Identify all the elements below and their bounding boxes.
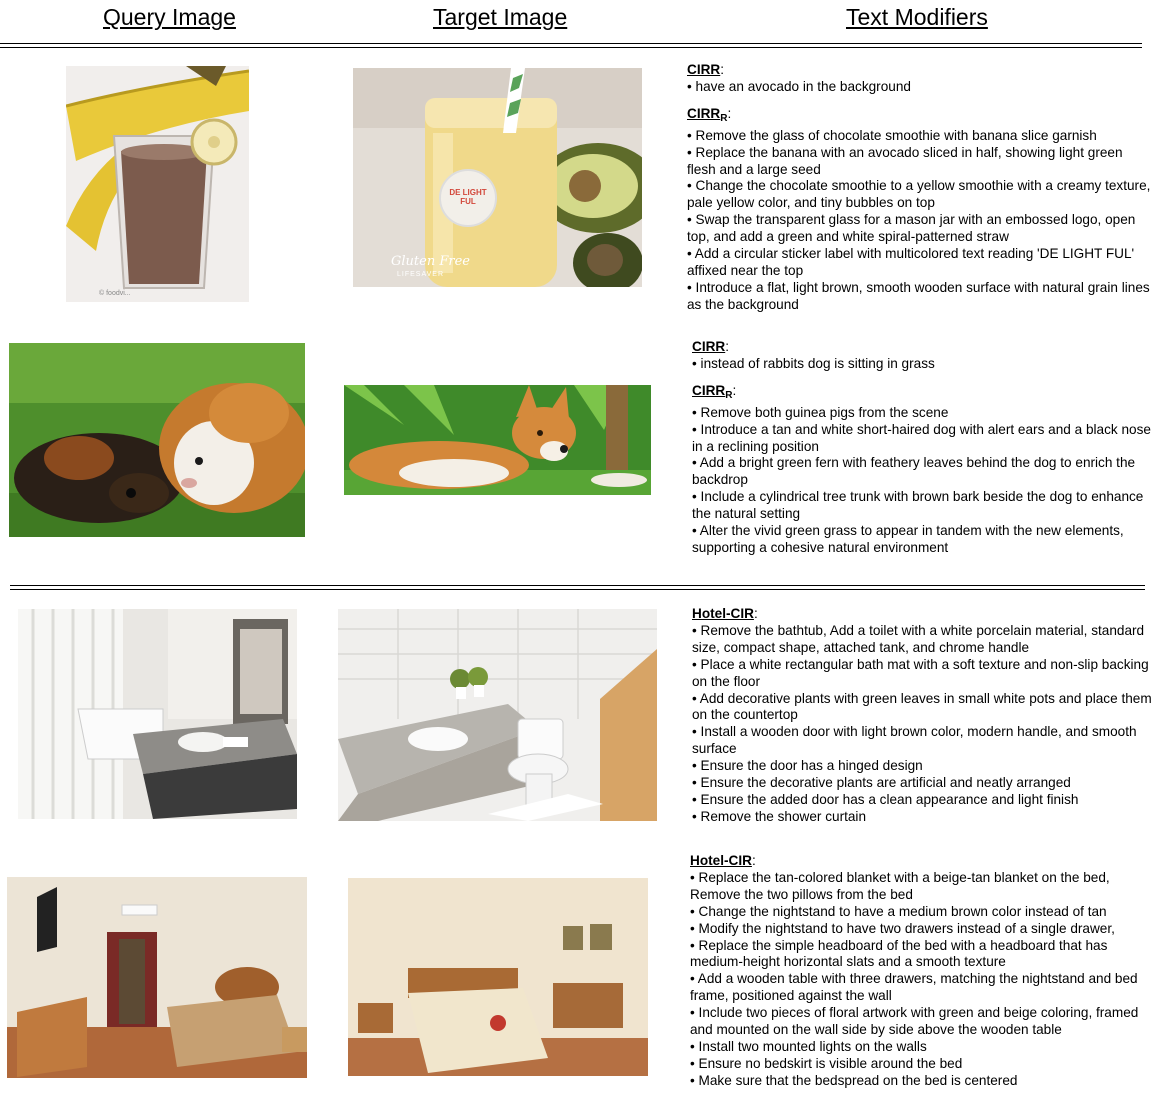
modifier-item: • Install two mounted lights on the walls <box>690 1038 927 1054</box>
query-image-header: Query Image <box>103 4 236 30</box>
query-image-bedroom <box>7 877 307 1078</box>
modifier-item: • Remove both guinea pigs from the scene <box>692 404 949 420</box>
modifier-item: • Change the nightstand to have a medium brown color instead of tan <box>690 903 1107 919</box>
modifier-item: • Swap the transparent glass for a mason jar with an embossed logo, open top, and add a green and white spiral-patterned straw <box>687 212 1136 245</box>
modifier-item: • Ensure the added door has a clean appearance and light finish <box>692 791 1079 807</box>
target-watermark: Gluten Free <box>391 254 470 269</box>
query-image-smoothie <box>66 66 249 302</box>
modifier-item: • Install a wooden door with light brown color, modern handle, and smooth surface <box>692 724 1137 757</box>
modifier-item: • Remove the glass of chocolate smoothie with banana slice garnish <box>687 127 1097 143</box>
modifier-item: • Add a circular sticker label with multicolored text reading 'DE LIGHT FUL' affixed near the top <box>687 246 1135 278</box>
target-image-yellow-smoothie <box>353 68 642 287</box>
modifier-item: • Introduce a flat, light brown, smooth wooden surface with natural grain lines as the background <box>687 279 1150 312</box>
modifier-item: • Make sure that the bedspread on the bed is centered <box>690 1072 1018 1088</box>
modifier-heading: $CIRR_R$ <box>692 382 733 401</box>
modifier-item: • Replace the simple headboard of the bed with a headboard that has medium-height horizontal slats and a smooth texture <box>690 937 1108 970</box>
modifier-item: • Ensure the door has a hinged design <box>692 758 923 774</box>
modifier-heading: CIRR <box>687 62 721 77</box>
target-image-header: Target Image <box>433 4 568 30</box>
modifier-heading: CIRR <box>692 339 726 354</box>
modifier-item: • Introduce a tan and white short-haired dog with alert ears and a black nose in a reclining position <box>692 421 1151 454</box>
text-modifiers-header: Text Modifiers <box>846 4 988 30</box>
section-divider-top <box>10 585 1145 586</box>
modifier-item: • Modify the nightstand to have two drawers instead of a single drawer, <box>690 920 1115 936</box>
query-image-guinea-pigs <box>9 343 305 537</box>
modifier-item: • Replace the tan-colored blanket with a beige-tan blanket on the bed, Remove the two pillows from the bed <box>690 869 1110 902</box>
modifier-item: • Replace the banana with an avocado sliced in half, showing light green flesh and a large seed <box>687 144 1123 177</box>
header-divider-top <box>0 43 1142 44</box>
modifier-item: • Place a white rectangular bath mat with a soft texture and non-slip backing on the floor <box>692 656 1149 689</box>
modifier-item: • have an avocado in the background <box>687 78 911 94</box>
target-image-bedroom <box>348 878 648 1076</box>
modifier-item: • Change the chocolate smoothie to a yellow smoothie with a creamy texture, pale yellow color, and tiny bubbles on top <box>687 178 1151 211</box>
modifier-item: • Add decorative plants with green leaves in small white pots and place them on the countertop <box>692 690 1152 723</box>
query-watermark: © foodvi... <box>99 290 131 297</box>
modifier-heading: $CIRR_R$ <box>687 105 728 124</box>
modifier-item: • Alter the vivid green grass to appear in tandem with the new elements, supporting a cohesive natural environment <box>692 523 1124 555</box>
modifier-item: • Remove the bathtub, Add a toilet with a white porcelain material, standard size, compact shape, attached tank, and chrome handle <box>692 622 1145 655</box>
modifier-item: • Add a bright green fern with feathery leaves behind the dog to enrich the backdrop <box>692 455 1136 488</box>
target-image-dog <box>344 385 651 495</box>
modifier-item: • Add a wooden table with three drawers, matching the nightstand and bed frame, positioned against the wall <box>690 971 1138 1004</box>
modifier-item: • Include two pieces of floral artwork with green and beige coloring, framed and mounted on the wall side by side above the wooden table <box>690 1005 1139 1038</box>
modifier-text-smoothie: CIRR: • have an avocado in the background $CIRR_R$: • Remove the glass of chocolate smoothie with banana slice garnish • Replace the banana with an avocado sliced in half, showing light green flesh and a large seed • Change the chocolate smoothie to a yellow smoothie with a creamy texture, pale yellow color, and tiny bubbles on top • Swap the transparent glass for a mason jar with an embossed logo, open top, and add a green and white spiral-patterned straw • Add a circular sticker label with multicolored text reading 'DE LIGHT FUL' affixed near the top • Introduce a flat, light brown, smooth wooden surface with natural grain lines as the background <box>687 62 1151 312</box>
modifier-heading: Hotel-CIR <box>692 606 754 621</box>
modifier-text-bathroom: Hotel-CIR: • Remove the bathtub, Add a toilet with a white porcelain material, standard size, compact shape, attached tank, and chrome handle • Place a white rectangular bath mat with a soft texture and non-slip backing on the floor • Add decorative plants with green leaves in small white pots and place them on the countertop • Install a wooden door with light brown color, modern handle, and smooth surface • Ensure the door has a hinged design • Ensure the decorative plants are artificial and neatly arranged • Ensure the added door has a clean appearance and light finish • Remove the shower curtain <box>692 606 1152 824</box>
sticker-label: DE LIGHT FUL <box>449 188 487 206</box>
modifier-text-bedroom: Hotel-CIR: • Replace the tan-colored blanket with a beige-tan blanket on the bed, Remove the two pillows from the bed • Change the nightstand to have a medium brown color instead of tan • Modify the nightstand to have two drawers instead of a single drawer, • Replace the simple headboard of the bed with a headboard that has medium-height horizontal slats and a smooth texture • Add a wooden table with three drawers, matching the nightstand and bed frame, positioned against the wall • Include two pieces of floral artwork with green and beige coloring, framed and mounted on the wall side by side above the wooden table • Install two mounted lights on the walls • Ensure no bedskirt is visible around the bed • Make sure that the bedspread on the bed is centered <box>690 853 1155 1090</box>
modifier-heading: Hotel-CIR <box>690 853 752 868</box>
section-divider-bottom <box>10 589 1145 590</box>
modifier-text-dog: CIRR: • instead of rabbits dog is sitting in grass $CIRR_R$: • Remove both guinea pigs from the scene • Introduce a tan and white short-haired dog with alert ears and a black nose in a reclining position • Add a bright green fern with feathery leaves behind the dog to enrich the backdrop • Include a cylindrical tree trunk with brown bark beside the dog to enhance the natural setting • Alter the vivid green grass to appear in tandem with the new elements, supporting a cohesive natural environment <box>692 339 1151 555</box>
modifier-item: • Ensure the decorative plants are artificial and neatly arranged <box>692 775 1071 791</box>
query-image-bathroom <box>18 609 297 819</box>
modifier-item: • instead of rabbits dog is sitting in grass <box>692 355 935 371</box>
modifier-item: • Remove the shower curtain <box>692 808 867 824</box>
target-watermark-sub: LIFESAVER <box>397 271 444 278</box>
header-divider-bottom <box>0 47 1142 48</box>
modifier-item: • Include a cylindrical tree trunk with brown bark beside the dog to enhance the natural setting <box>692 489 1144 522</box>
modifier-item: • Ensure no bedskirt is visible around the bed <box>690 1055 963 1071</box>
target-image-bathroom <box>338 609 657 821</box>
